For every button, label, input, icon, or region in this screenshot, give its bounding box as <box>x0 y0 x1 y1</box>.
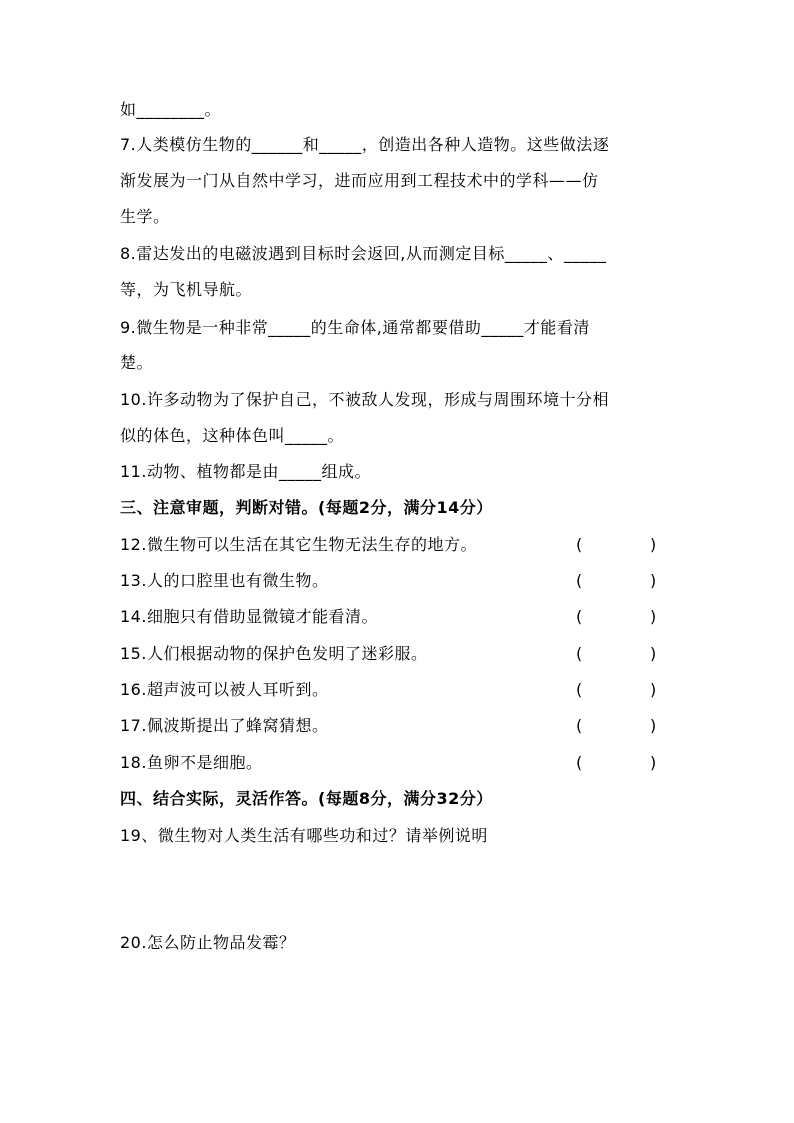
fill-line-10a: 10.许多动物为了保护自己，不被敌人发现，形成与周围环境十分相 <box>120 390 609 409</box>
judgment-item-text: 17.佩波斯提出了蜂窝猜想。 <box>120 716 329 735</box>
fill-line-9a: 9.微生物是一种非常_____的生命体,通常都要借助_____才能看清 <box>120 318 590 337</box>
judgment-item-text: 18.鱼卵不是细胞。 <box>120 753 263 772</box>
fill-line-8a: 8.雷达发出的电磁波遇到目标时会返回,从而测定目标_____、_____ <box>120 244 607 263</box>
fill-line-10b: 似的体色，这种体色叫_____。 <box>120 426 345 445</box>
answer-paren-close: ) <box>650 680 657 699</box>
judgment-item-text: 13.人的口腔里也有微生物。 <box>120 571 329 590</box>
answer-paren-open[interactable]: ( <box>576 753 583 772</box>
question-19: 19、微生物对人类生活有哪些功和过？请举例说明 <box>120 826 488 845</box>
answer-paren-open[interactable]: ( <box>576 535 583 554</box>
answer-paren-open[interactable]: ( <box>576 607 583 626</box>
fill-line-9b: 楚。 <box>120 353 154 372</box>
fill-line-11: 11.动物、植物都是由_____组成。 <box>120 462 371 481</box>
answer-paren-close: ) <box>650 571 657 590</box>
fill-line-7b: 渐发展为一门从自然中学习，进而应用到工程技术中的学科——仿 <box>120 171 599 190</box>
judgment-item-text: 15.人们根据动物的保护色发明了迷彩服。 <box>120 644 428 663</box>
answer-paren-close: ) <box>650 716 657 735</box>
judgment-item-text: 12.微生物可以生活在其它生物无法生存的地方。 <box>120 535 477 554</box>
answer-paren-close: ) <box>650 753 657 772</box>
section-4-heading: 四、结合实际，灵活作答。(每题8分，满分32分） <box>120 789 493 808</box>
judgment-item-text: 16.超声波可以被人耳听到。 <box>120 680 329 699</box>
fill-line-7c: 生学。 <box>120 207 170 226</box>
answer-paren-open[interactable]: ( <box>576 716 583 735</box>
answer-paren-open[interactable]: ( <box>576 680 583 699</box>
section-3-heading: 三、注意审题，判断对错。(每题2分，满分14分） <box>120 498 493 517</box>
answer-paren-close: ) <box>650 607 657 626</box>
judgment-item-text: 14.细胞只有借助显微镜才能看清。 <box>120 607 378 626</box>
fill-line-8b: 等，为飞机导航。 <box>120 280 253 299</box>
answer-paren-close: ) <box>650 535 657 554</box>
answer-paren-close: ) <box>650 644 657 663</box>
fill-line-6-end: 如________。 <box>120 100 222 119</box>
fill-line-7a: 7.人类模仿生物的______和_____，创造出各种人造物。这些做法逐 <box>120 135 610 154</box>
answer-paren-open[interactable]: ( <box>576 571 583 590</box>
answer-paren-open[interactable]: ( <box>576 644 583 663</box>
question-20: 20.怎么防止物品发霉？ <box>120 933 296 952</box>
